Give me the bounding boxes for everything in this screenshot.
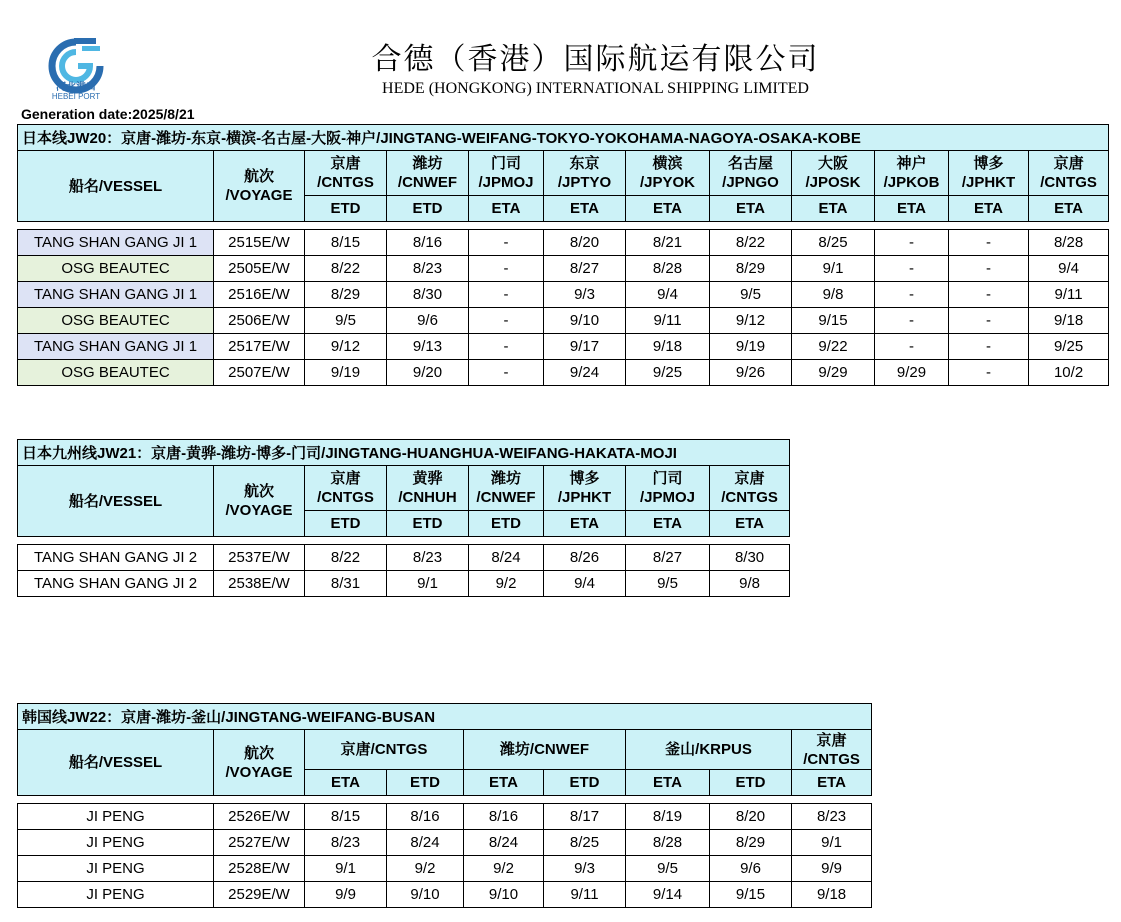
- date-cell: -: [949, 230, 1029, 256]
- date-cell: -: [469, 334, 544, 360]
- vessel-name: TANG SHAN GANG JI 1: [18, 230, 214, 256]
- type-header: ETA: [949, 196, 1029, 222]
- vessel-name: JI PENG: [18, 882, 214, 908]
- company-name-cn: 合德（香港）国际航运有限公司: [371, 42, 820, 77]
- date-cell: 9/18: [1029, 308, 1109, 334]
- header-gap: [18, 537, 790, 545]
- date-cell: 8/17: [544, 804, 626, 830]
- table-row: [18, 882, 872, 908]
- table-row: [18, 856, 872, 882]
- table-row: [18, 256, 1109, 282]
- date-cell: 8/23: [305, 830, 387, 856]
- date-cell: 9/11: [626, 308, 710, 334]
- vessel-header: 船名/VESSEL: [18, 730, 214, 796]
- date-cell: -: [875, 308, 949, 334]
- voyage-number: 2505E/W: [214, 256, 305, 282]
- date-cell: 8/23: [387, 256, 469, 282]
- date-cell: 8/23: [387, 545, 469, 571]
- port-header: 潍坊 /CNWEF: [387, 151, 469, 196]
- date-cell: 8/25: [792, 230, 875, 256]
- vessel-name: JI PENG: [18, 830, 214, 856]
- date-cell: 8/28: [626, 830, 710, 856]
- port-header: 大阪 /JPOSK: [792, 151, 875, 196]
- voyage-header: 航次 /VOYAGE: [214, 730, 305, 796]
- date-cell: 9/13: [387, 334, 469, 360]
- vessel-name: OSG BEAUTEC: [18, 256, 214, 282]
- schedule-table-jw21: [17, 439, 790, 597]
- date-cell: 9/8: [710, 571, 790, 597]
- type-header: ETA: [305, 770, 387, 796]
- date-cell: 9/17: [544, 334, 626, 360]
- date-cell: 9/9: [305, 882, 387, 908]
- vessel-name: OSG BEAUTEC: [18, 360, 214, 386]
- type-header: ETA: [710, 511, 790, 537]
- table-row: [18, 230, 1109, 256]
- port-header: 门司 /JPMOJ: [626, 466, 710, 511]
- date-cell: 9/25: [626, 360, 710, 386]
- port-header: 京唐 /CNTGS: [1029, 151, 1109, 196]
- schedule-table-jw22: [17, 703, 872, 908]
- port-header: 黄骅 /CNHUH: [387, 466, 469, 511]
- vessel-name: JI PENG: [18, 856, 214, 882]
- schedule-rows: [18, 230, 1109, 386]
- date-cell: 8/29: [710, 256, 792, 282]
- vessel-header: 船名/VESSEL: [18, 151, 214, 222]
- date-cell: 9/6: [710, 856, 792, 882]
- date-cell: 9/2: [387, 856, 464, 882]
- date-cell: -: [949, 360, 1029, 386]
- voyage-number: 2507E/W: [214, 360, 305, 386]
- date-cell: -: [469, 256, 544, 282]
- voyage-number: 2515E/W: [214, 230, 305, 256]
- date-cell: 8/24: [387, 830, 464, 856]
- date-cell: -: [875, 256, 949, 282]
- vessel-header: 船名/VESSEL: [18, 466, 214, 537]
- header-gap: [18, 222, 1109, 230]
- date-cell: -: [949, 282, 1029, 308]
- date-cell: 8/22: [710, 230, 792, 256]
- date-cell: 9/10: [464, 882, 544, 908]
- date-cell: -: [875, 334, 949, 360]
- table-row: [18, 282, 1109, 308]
- date-cell: 9/18: [792, 882, 872, 908]
- date-cell: 9/5: [626, 856, 710, 882]
- port-header: 门司 /JPMOJ: [469, 151, 544, 196]
- date-cell: 8/30: [710, 545, 790, 571]
- type-header: ETD: [305, 511, 387, 537]
- logo-text: 河北港口: [56, 82, 96, 93]
- vessel-name: TANG SHAN GANG JI 2: [18, 571, 214, 597]
- table-row: [18, 360, 1109, 386]
- date-cell: 9/2: [464, 856, 544, 882]
- type-header: ETD: [387, 511, 469, 537]
- type-header: ETA: [626, 770, 710, 796]
- table-row: [18, 830, 872, 856]
- date-cell: 8/28: [626, 256, 710, 282]
- voyage-number: 2517E/W: [214, 334, 305, 360]
- vessel-name: OSG BEAUTEC: [18, 308, 214, 334]
- date-cell: -: [949, 256, 1029, 282]
- date-cell: 9/4: [544, 571, 626, 597]
- route-title: 日本线JW20：京唐-潍坊-东京-横滨-名古屋-大阪-神户/JINGTANG-WEIFANG-TOKYO-YOKOHAMA-NAGOYA-OSAKA-KOBE: [18, 125, 1109, 151]
- port-header: 潍坊 /CNWEF: [469, 466, 544, 511]
- date-cell: 9/12: [305, 334, 387, 360]
- date-cell: 9/18: [626, 334, 710, 360]
- generation-date: Generation date:2025/8/21: [21, 106, 195, 122]
- type-header: ETD: [387, 196, 469, 222]
- port-header: 京唐 /CNTGS: [305, 151, 387, 196]
- type-header: ETD: [387, 770, 464, 796]
- voyage-number: 2526E/W: [214, 804, 305, 830]
- port-group-header: 京唐/CNTGS: [305, 730, 464, 770]
- port-header: 博多 /JPHKT: [544, 466, 626, 511]
- port-header: 博多 /JPHKT: [949, 151, 1029, 196]
- date-cell: 9/5: [710, 282, 792, 308]
- date-cell: 9/22: [792, 334, 875, 360]
- date-cell: 9/4: [1029, 256, 1109, 282]
- date-cell: 8/22: [305, 256, 387, 282]
- type-header: ETA: [792, 196, 875, 222]
- date-cell: 8/16: [387, 804, 464, 830]
- date-cell: 8/25: [544, 830, 626, 856]
- date-cell: -: [469, 230, 544, 256]
- type-header: ETA: [626, 196, 710, 222]
- logo-sub-text: HEBEI PORT: [51, 92, 101, 101]
- vessel-name: TANG SHAN GANG JI 1: [18, 334, 214, 360]
- date-cell: 9/9: [792, 856, 872, 882]
- date-cell: 9/24: [544, 360, 626, 386]
- vessel-name: TANG SHAN GANG JI 2: [18, 545, 214, 571]
- date-cell: 8/16: [464, 804, 544, 830]
- type-header: ETA: [544, 196, 626, 222]
- date-cell: 9/3: [544, 282, 626, 308]
- date-cell: 8/27: [544, 256, 626, 282]
- date-cell: 9/4: [626, 282, 710, 308]
- date-cell: 9/1: [792, 256, 875, 282]
- type-header: ETD: [710, 770, 792, 796]
- date-cell: 9/12: [710, 308, 792, 334]
- date-cell: 9/20: [387, 360, 469, 386]
- date-cell: -: [949, 334, 1029, 360]
- table-row: [18, 308, 1109, 334]
- type-header: ETD: [469, 511, 544, 537]
- type-header: ETA: [1029, 196, 1109, 222]
- type-header: ETA: [544, 511, 626, 537]
- table-row: [18, 545, 790, 571]
- voyage-header: 航次 /VOYAGE: [214, 151, 305, 222]
- type-header: ETD: [305, 196, 387, 222]
- date-cell: 9/8: [792, 282, 875, 308]
- voyage-number: 2528E/W: [214, 856, 305, 882]
- date-cell: 8/15: [305, 230, 387, 256]
- date-cell: 9/3: [544, 856, 626, 882]
- date-cell: 9/11: [1029, 282, 1109, 308]
- port-group-header: 京唐 /CNTGS: [792, 730, 872, 770]
- date-cell: 9/19: [710, 334, 792, 360]
- schedule-table-jw20: [17, 124, 1109, 386]
- date-cell: 8/24: [464, 830, 544, 856]
- port-header: 东京 /JPTYO: [544, 151, 626, 196]
- date-cell: 10/2: [1029, 360, 1109, 386]
- company-name-en: HEDE (HONGKONG) INTERNATIONAL SHIPPING LIMITED: [382, 80, 809, 97]
- date-cell: 8/29: [710, 830, 792, 856]
- date-cell: 9/10: [544, 308, 626, 334]
- schedule-rows: [18, 545, 790, 597]
- date-cell: -: [469, 360, 544, 386]
- port-header: 神户 /JPKOB: [875, 151, 949, 196]
- route-title: 韩国线JW22：京唐-潍坊-釜山/JINGTANG-WEIFANG-BUSAN: [18, 704, 872, 730]
- date-cell: 8/22: [305, 545, 387, 571]
- type-header: ETA: [464, 770, 544, 796]
- date-cell: 9/1: [305, 856, 387, 882]
- date-cell: -: [875, 230, 949, 256]
- type-header: ETA: [875, 196, 949, 222]
- schedule-rows: [18, 804, 872, 908]
- date-cell: 8/21: [626, 230, 710, 256]
- date-cell: 8/15: [305, 804, 387, 830]
- date-cell: 9/14: [626, 882, 710, 908]
- type-header: ETA: [626, 511, 710, 537]
- date-cell: 9/15: [792, 308, 875, 334]
- voyage-number: 2538E/W: [214, 571, 305, 597]
- date-cell: 8/31: [305, 571, 387, 597]
- date-cell: 8/20: [710, 804, 792, 830]
- date-cell: 8/19: [626, 804, 710, 830]
- date-cell: 9/29: [875, 360, 949, 386]
- table-row: [18, 571, 790, 597]
- date-cell: 9/5: [626, 571, 710, 597]
- date-cell: 8/30: [387, 282, 469, 308]
- date-cell: 9/25: [1029, 334, 1109, 360]
- date-cell: 8/28: [1029, 230, 1109, 256]
- voyage-header: 航次 /VOYAGE: [214, 466, 305, 537]
- voyage-number: 2537E/W: [214, 545, 305, 571]
- type-header: ETA: [792, 770, 872, 796]
- vessel-name: TANG SHAN GANG JI 1: [18, 282, 214, 308]
- date-cell: 8/27: [626, 545, 710, 571]
- date-cell: 8/23: [792, 804, 872, 830]
- date-cell: 9/11: [544, 882, 626, 908]
- port-header: 京唐 /CNTGS: [305, 466, 387, 511]
- date-cell: 9/10: [387, 882, 464, 908]
- date-cell: 9/6: [387, 308, 469, 334]
- date-cell: -: [469, 308, 544, 334]
- date-cell: 9/19: [305, 360, 387, 386]
- route-title: 日本九州线JW21：京唐-黄骅-潍坊-博多-门司/JINGTANG-HUANGHUA-WEIFANG-HAKATA-MOJI: [18, 440, 790, 466]
- date-cell: 9/1: [792, 830, 872, 856]
- port-group-header: 釜山/KRPUS: [626, 730, 792, 770]
- date-cell: -: [875, 282, 949, 308]
- port-header: 京唐 /CNTGS: [710, 466, 790, 511]
- date-cell: 8/29: [305, 282, 387, 308]
- port-group-header: 潍坊/CNWEF: [464, 730, 626, 770]
- date-cell: 9/2: [469, 571, 544, 597]
- port-header: 名古屋 /JPNGO: [710, 151, 792, 196]
- voyage-number: 2506E/W: [214, 308, 305, 334]
- type-header: ETA: [469, 196, 544, 222]
- vessel-name: JI PENG: [18, 804, 214, 830]
- date-cell: -: [949, 308, 1029, 334]
- type-header: ETD: [544, 770, 626, 796]
- header-gap: [18, 796, 872, 804]
- voyage-number: 2529E/W: [214, 882, 305, 908]
- date-cell: 9/5: [305, 308, 387, 334]
- table-row: [18, 804, 872, 830]
- date-cell: 9/1: [387, 571, 469, 597]
- date-cell: 9/26: [710, 360, 792, 386]
- date-cell: 8/26: [544, 545, 626, 571]
- date-cell: -: [469, 282, 544, 308]
- date-cell: 9/15: [710, 882, 792, 908]
- table-row: [18, 334, 1109, 360]
- date-cell: 8/16: [387, 230, 469, 256]
- voyage-number: 2516E/W: [214, 282, 305, 308]
- voyage-number: 2527E/W: [214, 830, 305, 856]
- date-cell: 9/29: [792, 360, 875, 386]
- date-cell: 8/20: [544, 230, 626, 256]
- type-header: ETA: [710, 196, 792, 222]
- date-cell: 8/24: [469, 545, 544, 571]
- port-header: 横滨 /JPYOK: [626, 151, 710, 196]
